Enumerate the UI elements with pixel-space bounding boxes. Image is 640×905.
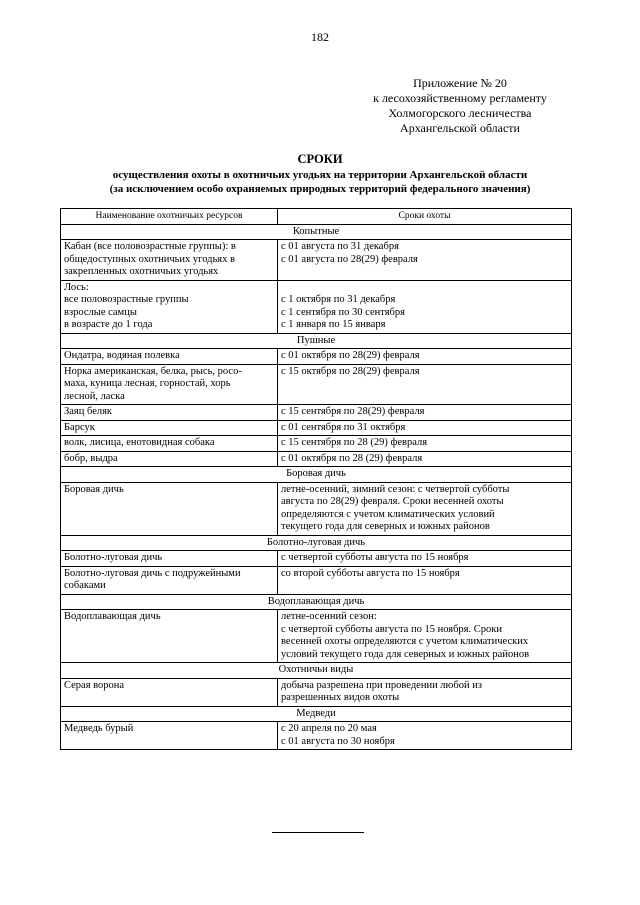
table-row xyxy=(61,482,572,535)
period-cell xyxy=(278,436,572,452)
period-cell xyxy=(278,349,572,365)
resource-cell xyxy=(61,610,278,663)
resource-line: Кабан (все половозрастные группы): в xyxy=(64,241,236,252)
table-row xyxy=(61,722,572,750)
resource-cell xyxy=(61,451,278,467)
period-line: с 1 января по 15 января xyxy=(281,319,386,330)
group-title: Копытные xyxy=(61,224,572,240)
group-row xyxy=(61,663,572,679)
resource-line: Болотно-луговая дичь с подружейными xyxy=(64,567,241,579)
period-line: с четвертой субботы августа по 15 ноября xyxy=(281,552,469,563)
table-header-row xyxy=(61,209,572,225)
group-row xyxy=(61,333,572,349)
table-row xyxy=(61,240,572,281)
resource-cell xyxy=(61,280,278,333)
table-row xyxy=(61,364,572,405)
resource-line: Барсук xyxy=(64,421,95,433)
resource-line: бобр, выдра xyxy=(64,452,118,464)
column-header-period: Сроки охоты xyxy=(278,209,572,225)
period-line: со второй субботы августа по 15 ноября xyxy=(281,567,460,579)
group-row xyxy=(61,706,572,722)
resource-line: Заяц беляк xyxy=(64,406,113,417)
appendix-line: Архангельской области xyxy=(400,121,520,135)
table-row xyxy=(61,349,572,365)
group-title: Пушные xyxy=(61,333,572,349)
period-line: с 1 октября по 31 декабря xyxy=(281,294,396,305)
period-line: с 01 октября по 28(29) февраля xyxy=(281,350,420,361)
period-line: с 01 августа по 30 ноября xyxy=(281,735,395,747)
resource-cell xyxy=(61,349,278,365)
resource-cell xyxy=(61,722,278,750)
resource-line: маха, куница лесная, горностай, хорь xyxy=(64,378,231,389)
period-line: августа по 28(29) февраля. Сроки весенней охоты xyxy=(281,496,504,507)
table-row xyxy=(61,551,572,567)
resource-cell xyxy=(61,364,278,405)
period-line: с 01 августа по 28(29) февраля xyxy=(281,253,418,265)
resource-line: лесной, ласка xyxy=(64,390,125,402)
page-number: 182 xyxy=(311,30,329,44)
appendix-heading xyxy=(330,76,590,136)
resource-line: Медведь бурый xyxy=(64,723,134,734)
resource-cell xyxy=(61,405,278,421)
period-line: с 01 октября по 28 (29) февраля xyxy=(281,452,423,464)
period-line xyxy=(281,282,568,295)
group-row xyxy=(61,535,572,551)
period-line: с 15 октября по 28(29) февраля xyxy=(281,365,420,377)
resource-cell xyxy=(61,482,278,535)
table-row xyxy=(61,405,572,421)
period-line: с 01 сентября по 31 октября xyxy=(281,421,406,433)
table-row xyxy=(61,436,572,452)
resource-cell xyxy=(61,678,278,706)
period-line: условий текущего года для северных и южных районов xyxy=(281,648,530,660)
period-cell xyxy=(278,551,572,567)
period-line: с четвертой субботы августа по 15 ноября. Сроки xyxy=(281,623,502,635)
table-row xyxy=(61,280,572,333)
period-line: разрешенных видов охоты xyxy=(281,692,400,703)
column-header-resource: Наименование охотничьих ресурсов xyxy=(61,209,278,225)
subtitle-line: (за исключением особо охраняемых природных территорий федерального значения) xyxy=(109,183,531,195)
period-cell xyxy=(278,678,572,706)
period-cell xyxy=(278,610,572,663)
footer-rule xyxy=(272,832,364,833)
period-line: добыча разрешена при проведении любой из xyxy=(281,679,482,691)
resource-cell xyxy=(61,436,278,452)
resource-cell xyxy=(61,551,278,567)
table-row xyxy=(61,678,572,706)
period-cell xyxy=(278,405,572,421)
period-line: летне-осенний сезон: xyxy=(281,611,377,622)
group-title: Болотно-луговая дичь xyxy=(61,535,572,551)
group-title: Охотничьи виды xyxy=(61,663,572,679)
appendix-line: к лесохозяйственному регламенту xyxy=(373,91,547,105)
period-line: летне-осенний, зимний сезон: с четвертой субботы xyxy=(281,483,510,495)
period-line: весенней охоты определяются с учетом климатических xyxy=(281,636,529,647)
period-cell xyxy=(278,722,572,750)
period-cell xyxy=(278,566,572,594)
resource-line: волк, лисица, енотовидная собака xyxy=(64,437,215,448)
appendix-line: Холмогорского лесничества xyxy=(388,106,532,120)
resource-line: общедоступных охотничьих угодьях в xyxy=(64,253,235,265)
document-subtitle xyxy=(40,168,600,196)
resource-cell xyxy=(61,420,278,436)
period-cell xyxy=(278,280,572,333)
resource-line: Ондатра, водяная полевка xyxy=(64,350,180,361)
resource-line: Водоплавающая дичь xyxy=(64,611,161,622)
resource-line: Боровая дичь xyxy=(64,483,124,495)
period-cell xyxy=(278,364,572,405)
resource-line: собаками xyxy=(64,580,106,591)
group-row xyxy=(61,224,572,240)
group-title: Водоплавающая дичь xyxy=(61,594,572,610)
table-row xyxy=(61,451,572,467)
group-row xyxy=(61,467,572,483)
period-cell xyxy=(278,451,572,467)
group-title: Медведи xyxy=(61,706,572,722)
resource-line: закрепленных охотничьих угодьях xyxy=(64,266,219,277)
period-line: с 15 сентября по 28 (29) февраля xyxy=(281,437,428,448)
resource-cell xyxy=(61,240,278,281)
group-title: Боровая дичь xyxy=(61,467,572,483)
table-row xyxy=(61,610,572,663)
table-row xyxy=(61,566,572,594)
period-line: с 20 апреля по 20 мая xyxy=(281,723,377,734)
resource-line: взрослые самцы xyxy=(64,306,137,318)
appendix-line: Приложение № 20 xyxy=(413,76,507,90)
period-line: с 01 августа по 31 декабря xyxy=(281,241,399,252)
resource-line: все половозрастные группы xyxy=(64,294,189,305)
period-cell xyxy=(278,420,572,436)
period-cell xyxy=(278,240,572,281)
resource-line: в возрасте до 1 года xyxy=(64,319,153,330)
period-line: с 1 сентября по 30 сентября xyxy=(281,306,405,318)
period-line: текущего года для северных и южных районов xyxy=(281,521,490,532)
resource-line: Лось: xyxy=(64,281,89,293)
group-row xyxy=(61,594,572,610)
resource-cell xyxy=(61,566,278,594)
document-title: СРОКИ xyxy=(297,152,343,166)
resource-line: Норка американская, белка, рысь, росо- xyxy=(64,365,242,377)
table-body xyxy=(61,224,572,750)
hunting-periods-table xyxy=(60,208,572,750)
resource-line: Серая ворона xyxy=(64,679,125,691)
resource-line: Болотно-луговая дичь xyxy=(64,552,163,563)
period-cell xyxy=(278,482,572,535)
period-line: с 15 сентября по 28(29) февраля xyxy=(281,406,425,417)
period-line: определяются с учетом климатических условий xyxy=(281,508,495,520)
table-row xyxy=(61,420,572,436)
subtitle-line: осуществления охоты в охотничьих угодьях на территории Архангельской области xyxy=(112,169,528,181)
